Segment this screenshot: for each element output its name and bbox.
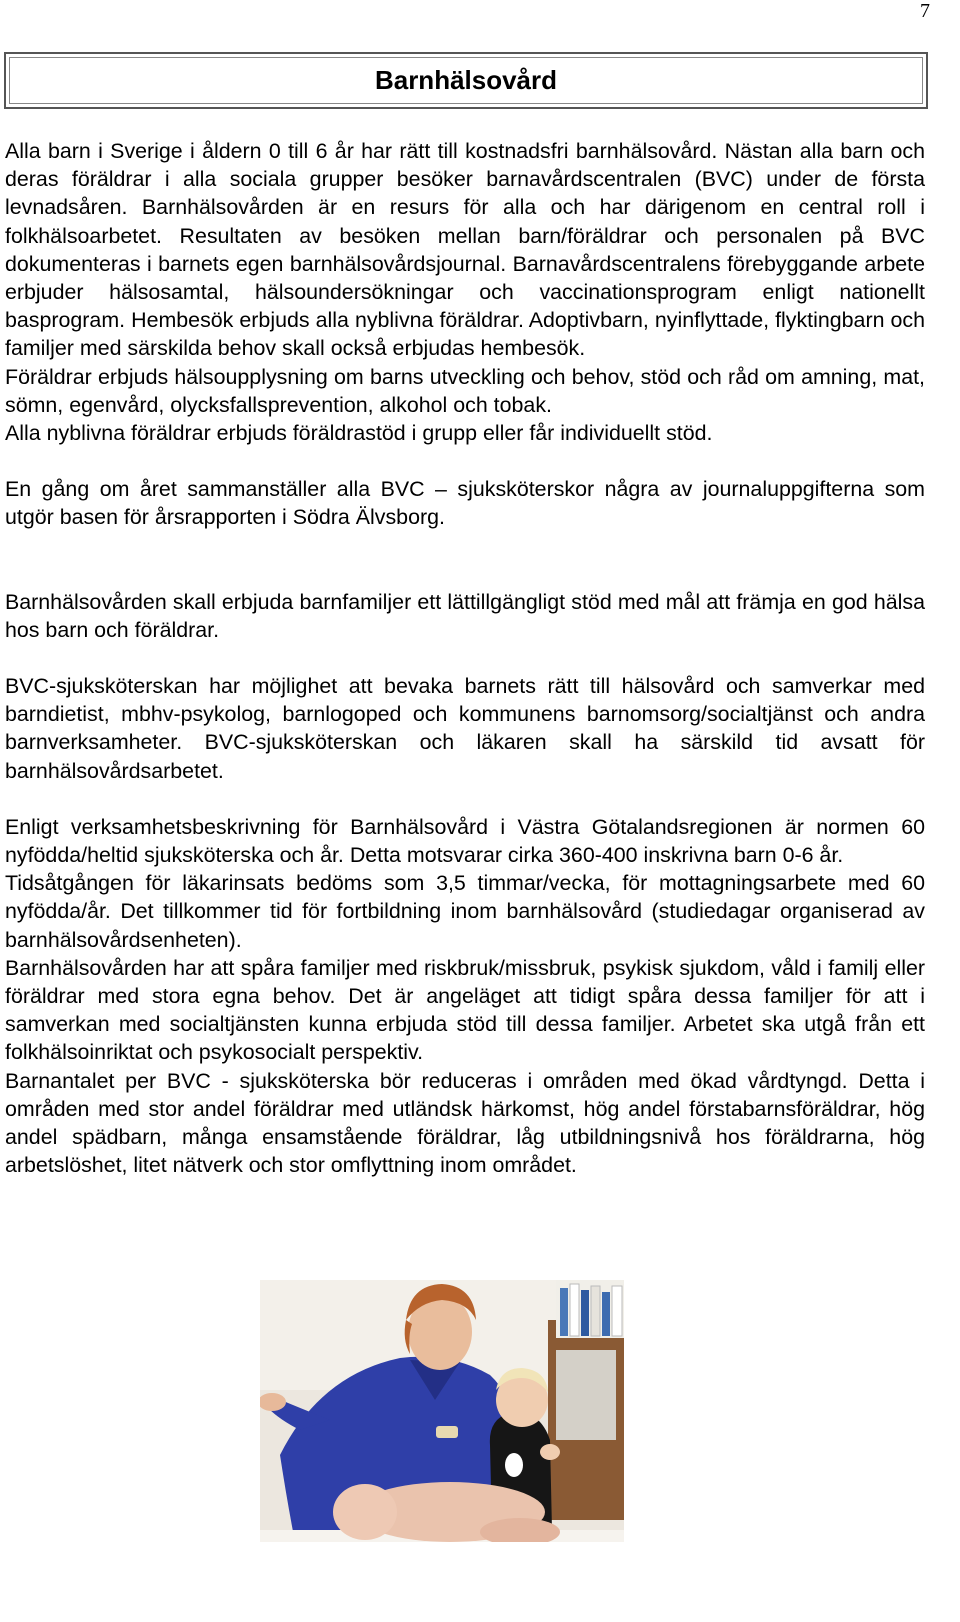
paragraph-risk-families: Barnhälsovården har att spåra familjer med riskbruk/missbruk, psykisk sjukdom, våld i familj eller föräldrar med stora egna behov. Det är angeläget att tidigt spåra dessa familjer för att i samverkan med socialtjänsten kunna erbjuda stöd till dessa familjer. Arbetet ska utgå från ett folkhälsoinriktat och psykosocialt perspektiv. bbox=[5, 955, 925, 1065]
paragraph-annual-report: En gång om året sammanställer alla BVC – sjuksköterskor några av journaluppgifterna som utgör basen för årsrapporten i Södra Älvsborg. bbox=[5, 477, 925, 530]
paragraph-intro: Alla barn i Sverige i åldern 0 till 6 år har rätt till kostnadsfri barnhälsovård. Nästan alla barn och deras föräldrar i alla sociala grupper besöker barnavårdscentralen (BVC) under de första levnadsåren. Barnhälsovården är en resurs för alla och har därigenom en central roll i folkhälsoarbetet. Resultaten av besöken mellan barn/föräldrar och personalen på BVC dokumenteras i barnets egen barnhälsovårdsjournal. Barnavårdscentralens förebyggande arbete erbjuder hälsosamtal, hälsoundersökningar och vaccinationsprogram enligt nationellt basprogram. Hembesök erbjuds alla nyblivna föräldrar. Adoptivbarn, nyinflyttade, flyktingbarn och familjer med särskilda behov skall också erbjudas hembesök. bbox=[5, 139, 925, 361]
paragraph-parent-support: Alla nyblivna föräldrar erbjuds föräldrastöd i grupp eller får individuellt stöd. bbox=[5, 421, 713, 446]
paragraph-health-info: Föräldrar erbjuds hälsoupplysning om barns utveckling och behov, stöd och råd om amning, mat, sömn, egenvård, olycksfallsprevention, alkohol och tobak. bbox=[5, 364, 925, 417]
paragraph-nurse-role: BVC-sjuksköterskan har möjlighet att bevaka barnets rätt till hälsovård och samverkar med barndietist, mbhv-psykolog, barnlogoped och kommunens barnomsorg/socialtjänst och andra barnverksamheter. BVC-sjuksköterskan och läkaren skall ha särskild tid avsatt för barnhälsovårdsarbetet. bbox=[5, 674, 925, 783]
body-text bbox=[5, 137, 925, 1180]
paragraph-norm: Enligt verksamhetsbeskrivning för Barnhälsovård i Västra Götalandsregionen är normen 60 nyfödda/heltid sjuksköterska och år. Detta motsvarar cirka 360-400 inskrivna barn 0-6 år. bbox=[5, 814, 925, 868]
nurse-with-children-photo bbox=[260, 1280, 624, 1566]
paragraph-doctor-time: Tidsåtgången för läkarinsats bedöms som 3,5 timmar/vecka, för mottagningsarbete med 60 nyfödda/år. Det tillkommer tid för fortbildning inom barnhälsovård (studiedagar organiserad av barnhälsovårdsenheten). bbox=[5, 871, 925, 952]
page-title: Barnhälsovård bbox=[374, 65, 558, 95]
paragraph-goal: Barnhälsovården skall erbjuda barnfamiljer ett lättillgängligt stöd med mål att främja en god hälsa hos barn och föräldrar. bbox=[5, 589, 925, 642]
paragraph-reduction: Barnantalet per BVC - sjuksköterska bör reduceras i områden med ökad vårdtyngd. Detta i områden med stor andel föräldrar med utländsk härkomst, hög andel förstabarnsföräldrar, hög andel spädbarn, många ensamstående föräldrar, låg utbildningsnivå hos föräldrarna, hög arbetslöshet, litet nätverk och stor omflyttning inom området. bbox=[5, 1068, 925, 1178]
title-box bbox=[4, 52, 928, 109]
page-number: 7 bbox=[920, 0, 930, 22]
